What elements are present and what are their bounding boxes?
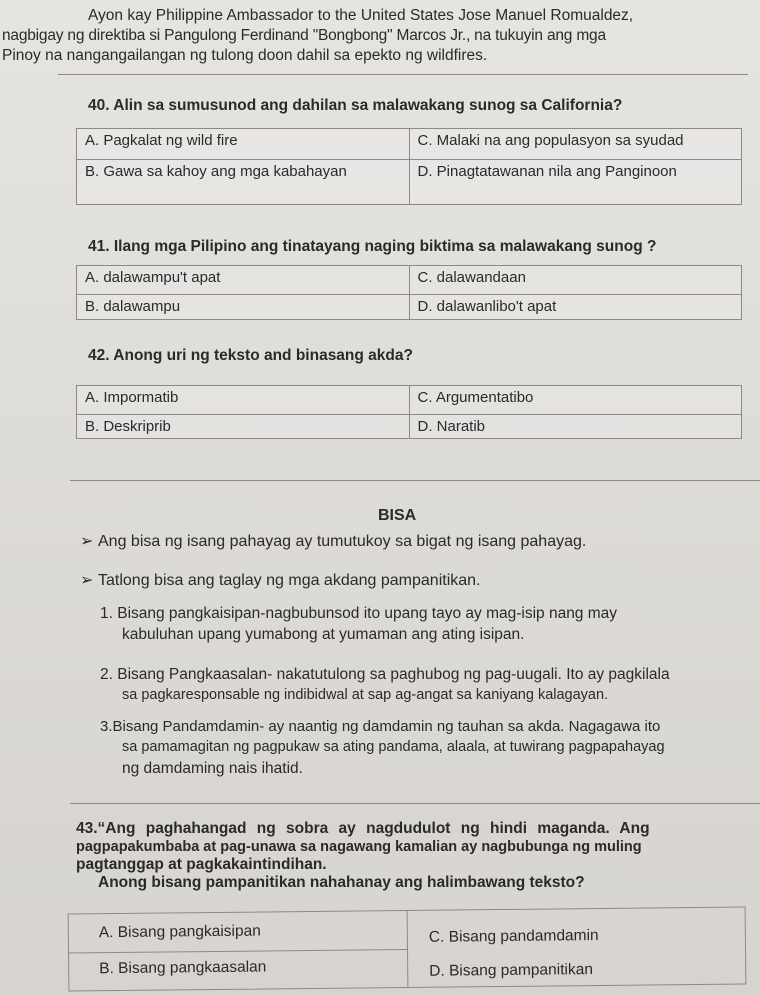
question-43-line-3: pagtanggap at pagkakaintindihan.: [76, 856, 327, 873]
bisa-item-3-line-3: ng damdaming nais ihatid.: [122, 760, 303, 777]
option-43-d: D. Bisang pampanitikan: [429, 961, 594, 980]
option-42-b: B. Deskriprib: [77, 415, 410, 439]
question-43-line-2: pagpapakumbaba at pag-unawa sa nagawang kamalian ay nagbubunga ng muling: [76, 839, 642, 855]
option-40-c: C. Malaki na ang populasyon sa syudad: [409, 129, 742, 160]
question-42: 42. Anong uri ng teksto and binasang akda?: [88, 347, 413, 364]
option-43-b: B. Bisang pangkaasalan: [99, 958, 267, 978]
bisa-item-2-line-2: sa pagkaresponsable ng indibidwal at sap ag-angat sa kaniyang kalagayan.: [122, 687, 609, 703]
bisa-item-2-line-1: 2. Bisang Pangkaasalan- nakatutulong sa paghubog ng pag-uugali. Ito ay pagkilala: [100, 666, 670, 683]
option-42-a: A. Impormatib: [77, 386, 410, 415]
bisa-bullet-2: [80, 571, 480, 591]
option-42-c: C. Argumentatibo: [409, 386, 742, 415]
question-43-prompt: Anong bisang pampanitikan nahahanay ang halimbawang teksto?: [98, 874, 585, 891]
bisa-item-3-line-2: sa pamamagitan ng pagpukaw sa ating pandama, alaala, at tuwirang pagpapahayag: [122, 739, 665, 755]
bisa-item-1-line-1: 1. Bisang pangkaisipan-nagbubunsod ito upang tayo ay mag-isip nang may: [100, 605, 618, 622]
bisa-bullet-1: [80, 532, 586, 552]
option-41-c: C. dalawandaan: [409, 266, 742, 295]
intro-line-2: nagbigay ng direktiba si Pangulong Ferdinand "Bongbong" Marcos Jr., na tukuyin ang mga: [2, 27, 606, 44]
options-42: [76, 385, 742, 439]
bisa-item-2: [100, 664, 740, 706]
question-41: 41. Ilang mga Pilipino ang tinatayang naging biktima sa malawakang sunog ?: [88, 238, 657, 255]
bisa-bullet-1-text: Ang bisa ng isang pahayag ay tumutukoy sa bigat ng isang pahayag.: [98, 533, 587, 550]
question-43: [76, 820, 746, 892]
intro-line-1: Ayon kay Philippine Ambassador to the United States Jose Manuel Romualdez,: [88, 7, 634, 24]
option-40-d: D. Pinagtatawanan nila ang Panginoon: [409, 160, 742, 205]
bisa-item-1: [100, 603, 740, 645]
options-41: [76, 265, 742, 320]
intro-line-3: Pinoy na nangangailangan ng tulong doon dahil sa epekto ng wildfires.: [2, 47, 488, 64]
option-43-a: A. Bisang pangkaisipan: [98, 922, 261, 942]
intro-paragraph: [2, 6, 748, 75]
arrow-bullet-icon: ➢: [80, 572, 94, 589]
option-41-d: D. dalawanlibo't apat: [409, 295, 742, 320]
options-43: [68, 906, 747, 991]
question-43-line-1: 43.“Ang paghahangad ng sobra ay nagdudulot ng hindi maganda. Ang: [76, 820, 650, 837]
options-40: [76, 128, 742, 205]
option-40-a: A. Pagkalat ng wild fire: [77, 129, 410, 160]
bisa-item-3-line-1: 3.Bisang Pandamdamin- ay naantig ng damdamin ng tauhan sa akda. Nagagawa ito: [100, 718, 661, 735]
option-41-a: A. dalawampu't apat: [77, 266, 410, 295]
option-43-c: C. Bisang pandamdamin: [428, 926, 599, 946]
bisa-item-3: [100, 716, 740, 779]
bisa-title: BISA: [378, 507, 417, 524]
option-42-d: D. Naratib: [409, 415, 742, 439]
bisa-item-1-line-2: kabuluhan upang yumabong at yumaman ang ating isipan.: [122, 626, 525, 643]
option-41-b: B. dalawampu: [77, 295, 410, 320]
option-40-b: B. Gawa sa kahoy ang mga kabahayan: [77, 160, 410, 205]
question-40: 40. Alin sa sumusunod ang dahilan sa malawakang sunog sa California?: [88, 97, 623, 114]
bisa-bullet-2-text: Tatlong bisa ang taglay ng mga akdang pampanitikan.: [98, 572, 481, 589]
arrow-bullet-icon: ➢: [80, 533, 94, 550]
options-43-row-divider: [69, 949, 407, 954]
